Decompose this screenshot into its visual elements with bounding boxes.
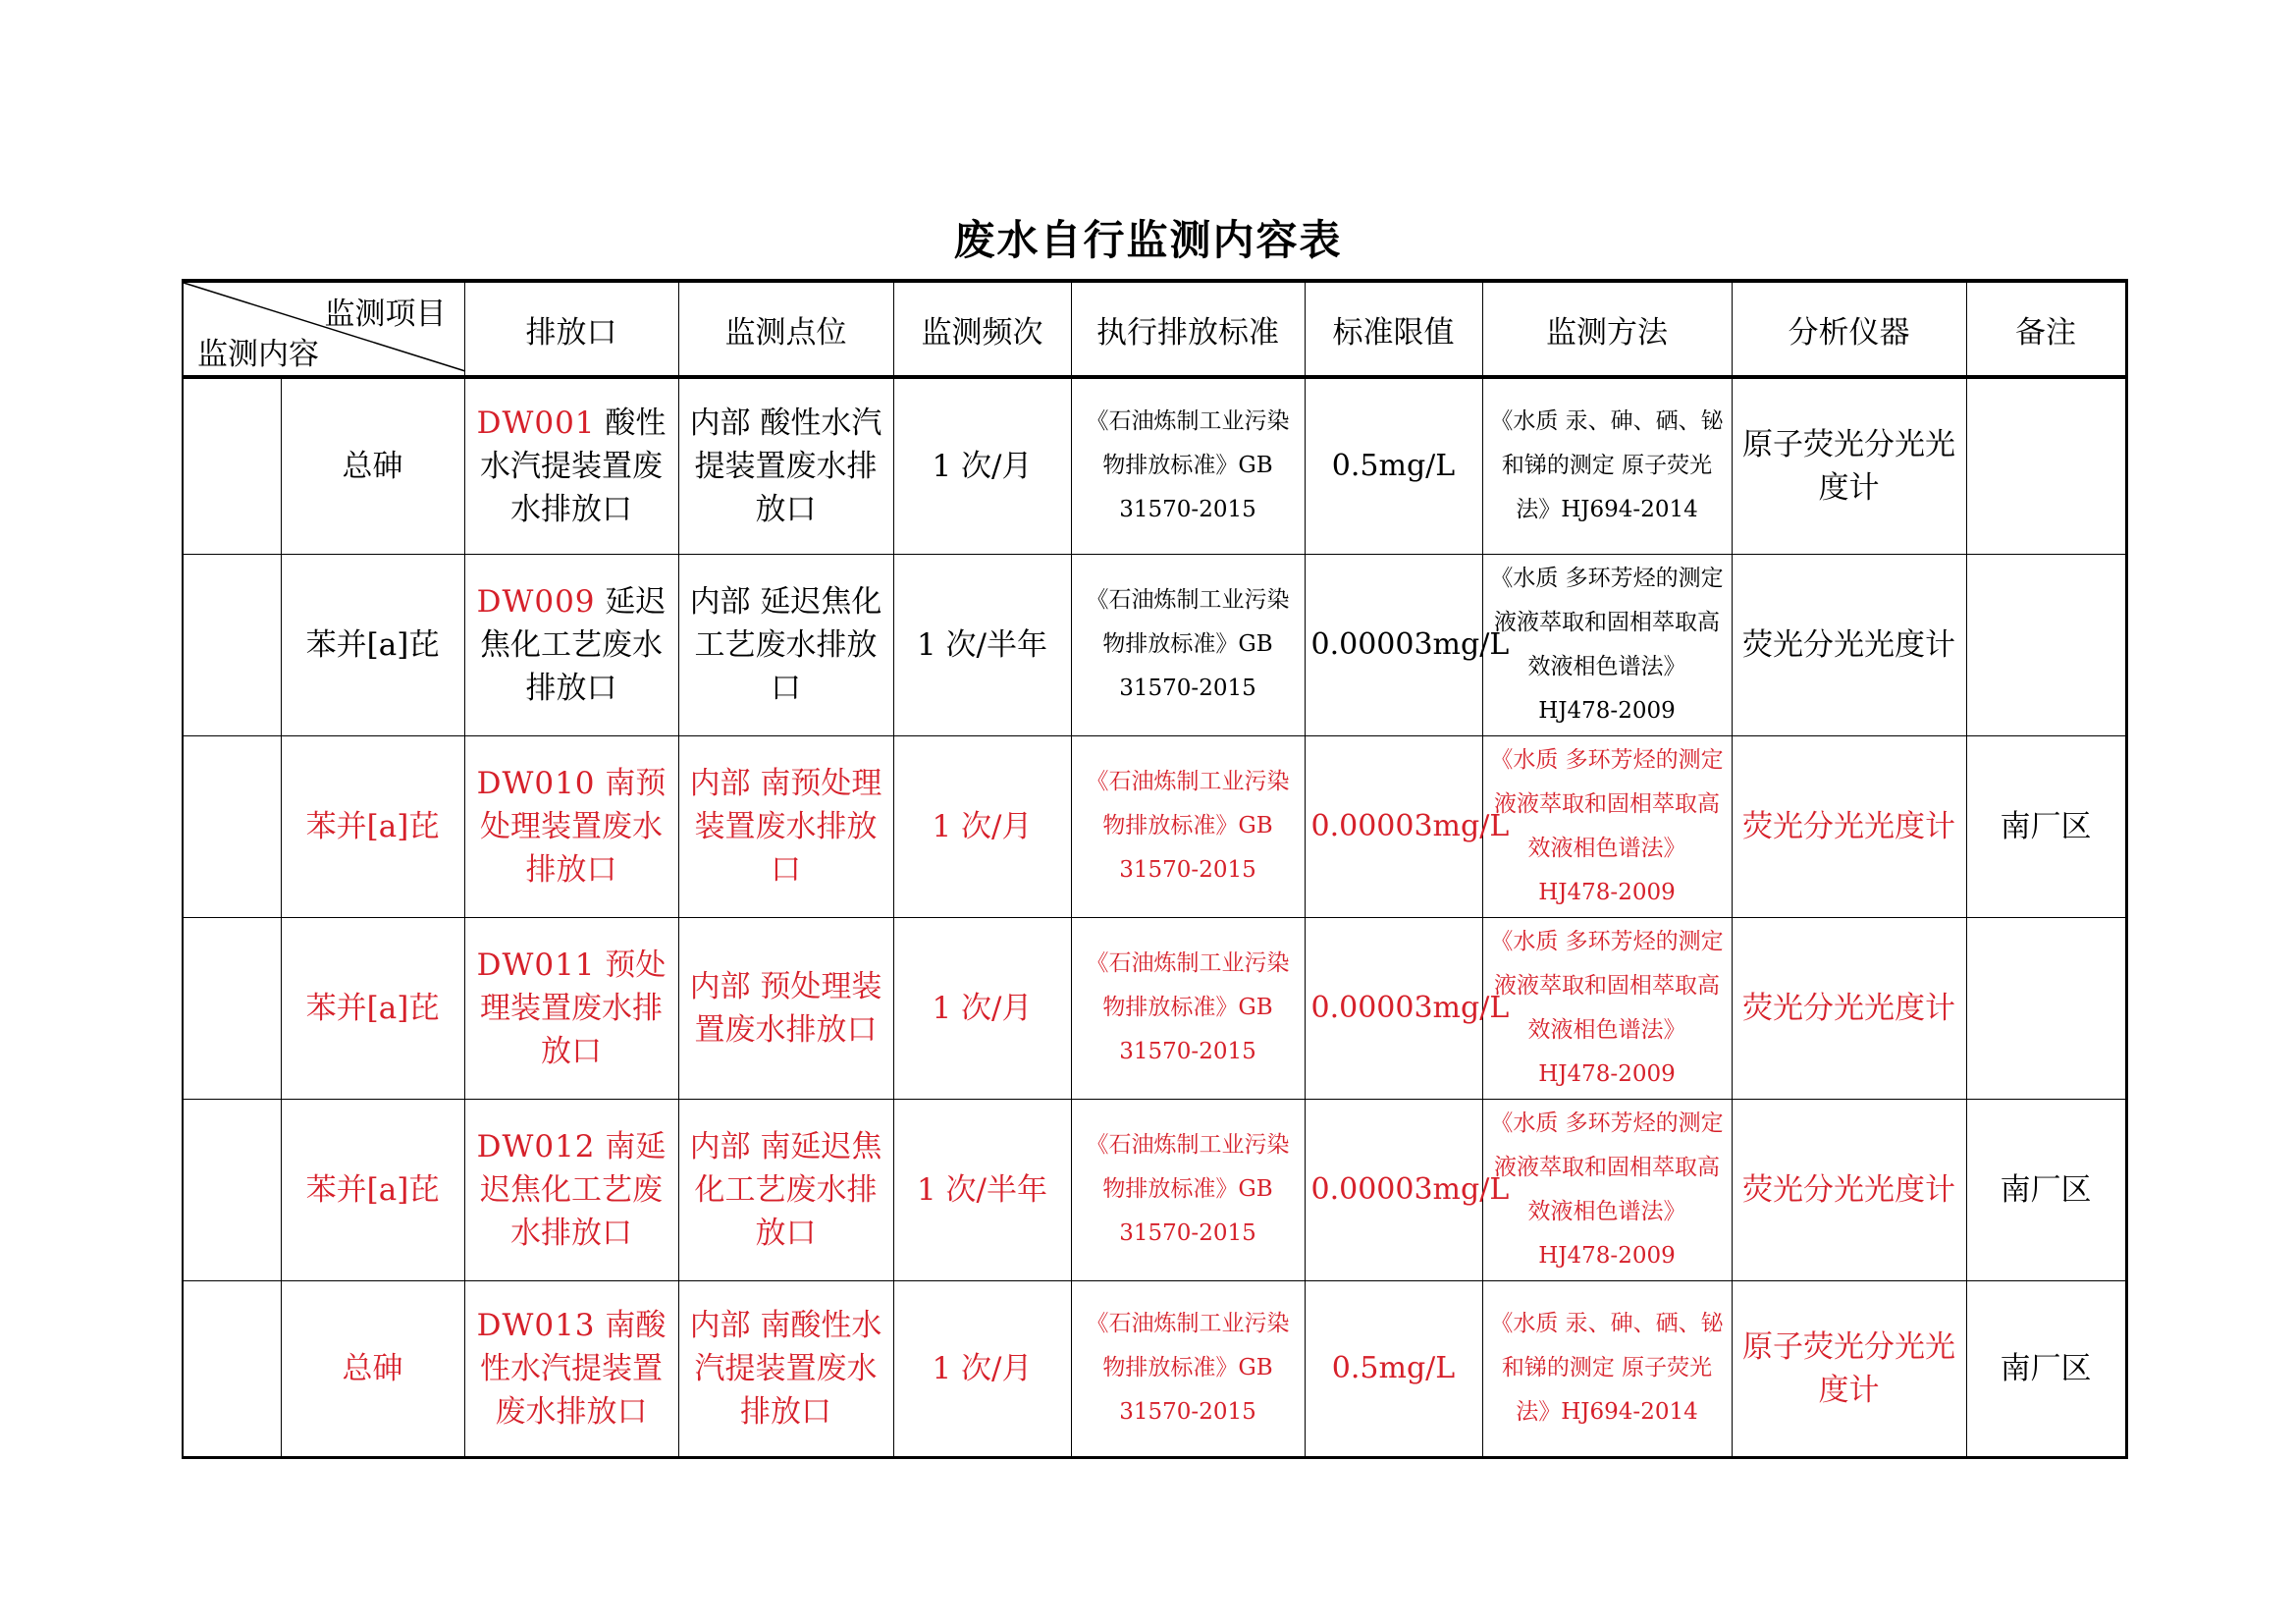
method-cell: 《水质 多环芳烃的测定 液液萃取和固相萃取高效液相色谱法》HJ478-2009 — [1482, 917, 1732, 1099]
table-row — [183, 917, 2126, 1099]
column-header: 排放口 — [464, 281, 678, 377]
standard-cell: 《石油炼制工业污染物排放标准》GB 31570-2015 — [1071, 377, 1305, 554]
freq-cell: 1 次/月 — [893, 917, 1071, 1099]
freq-cell: 1 次/半年 — [893, 554, 1071, 735]
table-body — [183, 377, 2126, 1457]
standard-cell: 《石油炼制工业污染物排放标准》GB 31570-2015 — [1071, 1099, 1305, 1280]
item-cell: 苯并[a]芘 — [281, 735, 464, 917]
outlet-code: DW012 — [476, 1128, 596, 1164]
note-cell — [1966, 917, 2126, 1099]
row-index-cell — [183, 1099, 281, 1280]
item-cell: 苯并[a]芘 — [281, 917, 464, 1099]
row-index-cell — [183, 554, 281, 735]
diagonal-header-cell — [183, 281, 464, 377]
column-header: 监测频次 — [893, 281, 1071, 377]
point-cell: 内部 酸性水汽提装置废水排放口 — [678, 377, 893, 554]
row-index-cell — [183, 735, 281, 917]
point-cell: 内部 延迟焦化工艺废水排放口 — [678, 554, 893, 735]
note-cell — [1966, 377, 2126, 554]
outlet-name: 预处理装置废水排放口 — [480, 947, 667, 1069]
method-cell: 《水质 汞、砷、硒、铋和锑的测定 原子荧光法》HJ694-2014 — [1482, 1280, 1732, 1457]
outlet-code: DW011 — [476, 947, 596, 983]
outlet-code: DW013 — [476, 1307, 596, 1343]
row-index-cell — [183, 917, 281, 1099]
outlet-name: 南预处理装置废水排放口 — [480, 765, 667, 888]
limit-cell: 0.00003mg/L — [1305, 735, 1482, 917]
page-title: 废水自行监测内容表 — [953, 216, 1343, 264]
table-row — [183, 735, 2126, 917]
point-cell: 内部 南预处理装置废水排放口 — [678, 735, 893, 917]
method-cell: 《水质 汞、砷、硒、铋和锑的测定 原子荧光法》HJ694-2014 — [1482, 377, 1732, 554]
freq-cell: 1 次/月 — [893, 377, 1071, 554]
column-header: 标准限值 — [1305, 281, 1482, 377]
outlet-cell — [464, 1099, 678, 1280]
outlet-cell — [464, 554, 678, 735]
row-index-cell — [183, 377, 281, 554]
table-header — [183, 281, 2126, 377]
limit-cell: 0.00003mg/L — [1305, 554, 1482, 735]
point-cell: 内部 南酸性水汽提装置废水排放口 — [678, 1280, 893, 1457]
standard-cell: 《石油炼制工业污染物排放标准》GB 31570-2015 — [1071, 1280, 1305, 1457]
instrument-cell: 原子荧光分光光度计 — [1732, 377, 1966, 554]
table-row — [183, 377, 2126, 554]
item-cell: 总砷 — [281, 1280, 464, 1457]
outlet-cell — [464, 917, 678, 1099]
point-cell: 内部 南延迟焦化工艺废水排放口 — [678, 1099, 893, 1280]
row-index-cell — [183, 1280, 281, 1457]
note-cell: 南厂区 — [1966, 735, 2126, 917]
monitoring-table — [182, 279, 2128, 1459]
outlet-cell — [464, 735, 678, 917]
standard-cell: 《石油炼制工业污染物排放标准》GB 31570-2015 — [1071, 735, 1305, 917]
instrument-cell: 荧光分光光度计 — [1732, 917, 1966, 1099]
outlet-name: 酸性水汽提装置废水排放口 — [480, 405, 667, 527]
freq-cell: 1 次/月 — [893, 1280, 1071, 1457]
outlet-cell — [464, 1280, 678, 1457]
outlet-code: DW009 — [476, 583, 596, 620]
table-row — [183, 1280, 2126, 1457]
column-header: 监测方法 — [1482, 281, 1732, 377]
item-cell: 苯并[a]芘 — [281, 554, 464, 735]
column-header: 分析仪器 — [1732, 281, 1966, 377]
method-cell: 《水质 多环芳烃的测定 液液萃取和固相萃取高效液相色谱法》HJ478-2009 — [1482, 554, 1732, 735]
column-header: 监测点位 — [678, 281, 893, 377]
standard-cell: 《石油炼制工业污染物排放标准》GB 31570-2015 — [1071, 554, 1305, 735]
table-row — [183, 554, 2126, 735]
method-cell: 《水质 多环芳烃的测定 液液萃取和固相萃取高效液相色谱法》HJ478-2009 — [1482, 735, 1732, 917]
outlet-code: DW001 — [476, 405, 596, 441]
outlet-cell — [464, 377, 678, 554]
limit-cell: 0.00003mg/L — [1305, 1099, 1482, 1280]
outlet-name: 南延迟焦化工艺废水排放口 — [480, 1128, 667, 1251]
point-cell: 内部 预处理装置废水排放口 — [678, 917, 893, 1099]
instrument-cell: 荧光分光光度计 — [1732, 735, 1966, 917]
method-cell: 《水质 多环芳烃的测定 液液萃取和固相萃取高效液相色谱法》HJ478-2009 — [1482, 1099, 1732, 1280]
outlet-code: DW010 — [476, 765, 596, 801]
outlet-name: 延迟焦化工艺废水排放口 — [480, 583, 667, 706]
column-header: 备注 — [1966, 281, 2126, 377]
freq-cell: 1 次/半年 — [893, 1099, 1071, 1280]
instrument-cell: 荧光分光光度计 — [1732, 1099, 1966, 1280]
note-cell — [1966, 554, 2126, 735]
header-monitor-content: 监测内容 — [197, 337, 319, 372]
standard-cell: 《石油炼制工业污染物排放标准》GB 31570-2015 — [1071, 917, 1305, 1099]
freq-cell: 1 次/月 — [893, 735, 1071, 917]
instrument-cell: 原子荧光分光光度计 — [1732, 1280, 1966, 1457]
column-header: 执行排放标准 — [1071, 281, 1305, 377]
note-cell: 南厂区 — [1966, 1099, 2126, 1280]
note-cell: 南厂区 — [1966, 1280, 2126, 1457]
item-cell: 苯并[a]芘 — [281, 1099, 464, 1280]
table-row — [183, 1099, 2126, 1280]
limit-cell: 0.00003mg/L — [1305, 917, 1482, 1099]
header-monitor-item: 监测项目 — [324, 297, 447, 332]
instrument-cell: 荧光分光光度计 — [1732, 554, 1966, 735]
item-cell: 总砷 — [281, 377, 464, 554]
outlet-name: 南酸性水汽提装置废水排放口 — [480, 1307, 667, 1430]
limit-cell: 0.5mg/L — [1305, 1280, 1482, 1457]
limit-cell: 0.5mg/L — [1305, 377, 1482, 554]
